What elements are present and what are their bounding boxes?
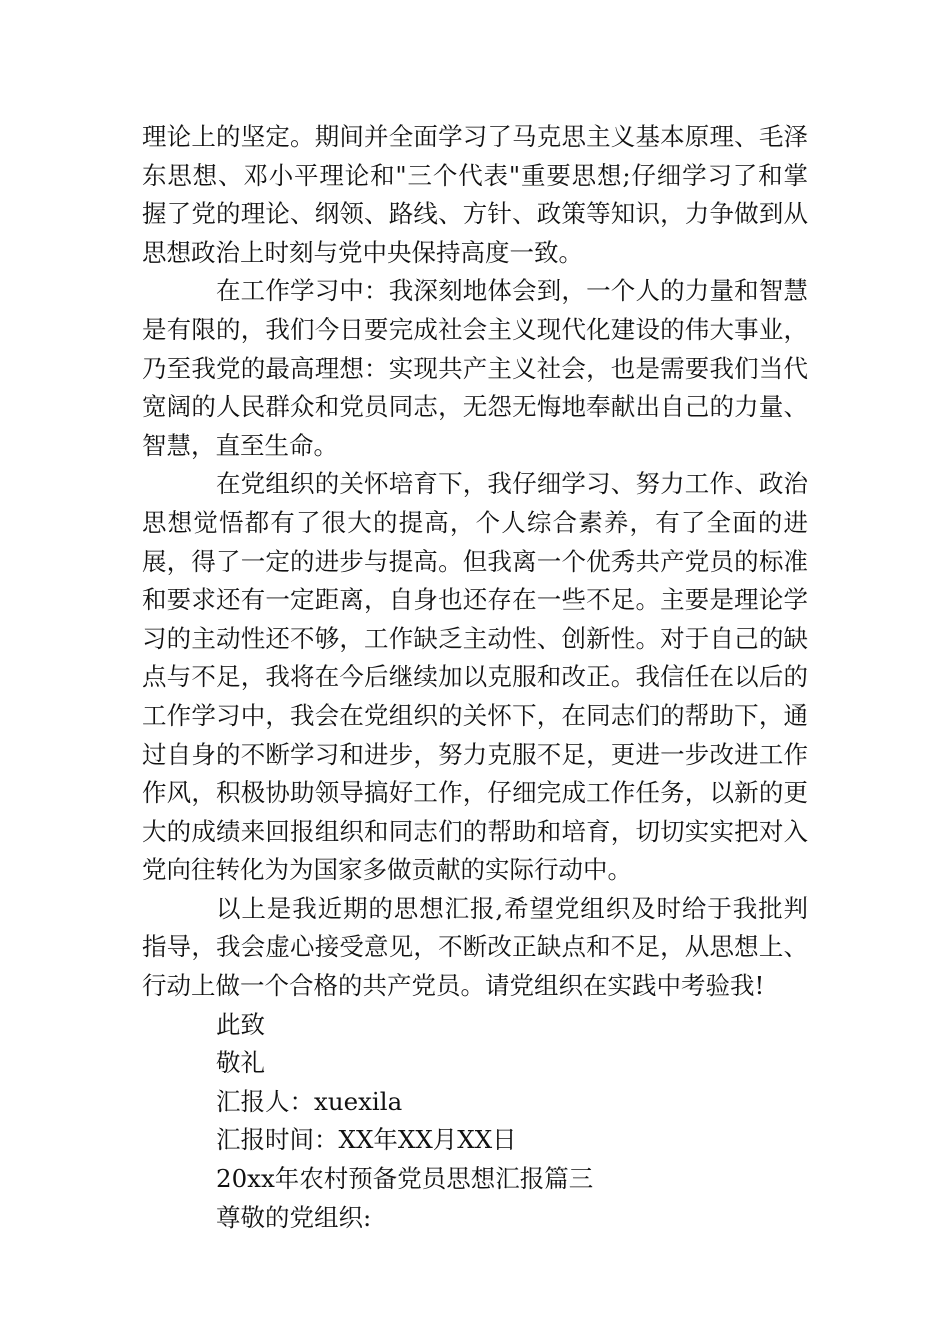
reporter-line: 汇报人：xuexila [216,1086,403,1116]
next-section-greeting: 尊敬的党组织: [216,1202,372,1232]
paragraph-conclusion: 以上是我近期的思想汇报,希望党组织及时给于我批判指导，我会虚心接受意见，不断改正缺点和不足，从思想上、行动上做一个合格的共产党员。请党组织在实践中考验我! [142,893,808,1001]
document-body [142,118,808,1237]
paragraph-theory: 理论上的坚定。期间并全面学习了马克思主义基本原理、毛泽东思想、邓小平理论和"三个代表"重要思想;仔细学习了和掌握了党的理论、纲领、路线、方针、政策等知识，力争做到从思想政治上时刻与党中央保持高度一致。 [142,122,808,267]
report-time-line: 汇报时间：XX年XX月XX日 [216,1125,517,1155]
salute-phrase: 敬礼 [216,1048,265,1078]
paragraph-self-assessment: 在党组织的关怀培育下，我仔细学习、努力工作、政治思想觉悟都有了很大的提高，个人综合素养，有了全面的进展，得了一定的进步与提高。但我离一个优秀共产党员的标准和要求还有一定距离，自身也还存在一些不足。主要是理论学习的主动性还不够，工作缺乏主动性、创新性。对于自己的缺点与不足，我将在今后继续加以克服和改正。我信任在以后的工作学习中，我会在党组织的关怀下，在同志们的帮助下，通过自身的不断学习和进步，努力克服不足，更进一步改进工作作风，积极协助领导搞好工作，仔细完成工作任务，以新的更大的成绩来回报组织和同志们的帮助和培育，切切实实把对入党向往转化为为国家多做贡献的实际行动中。 [142,469,808,885]
next-section-title: 20xx年农村预备党员思想汇报篇三 [216,1164,594,1194]
closing-phrase: 此致 [216,1009,265,1039]
paragraph-work-study: 在工作学习中：我深刻地体会到，一个人的力量和智慧是有限的，我们今日要完成社会主义现代化建设的伟大事业，乃至我党的最高理想：实现共产主义社会，也是需要我们当代宽阔的人民群众和党员同志，无怨无悔地奉献出自己的力量、智慧，直至生命。 [142,276,808,460]
